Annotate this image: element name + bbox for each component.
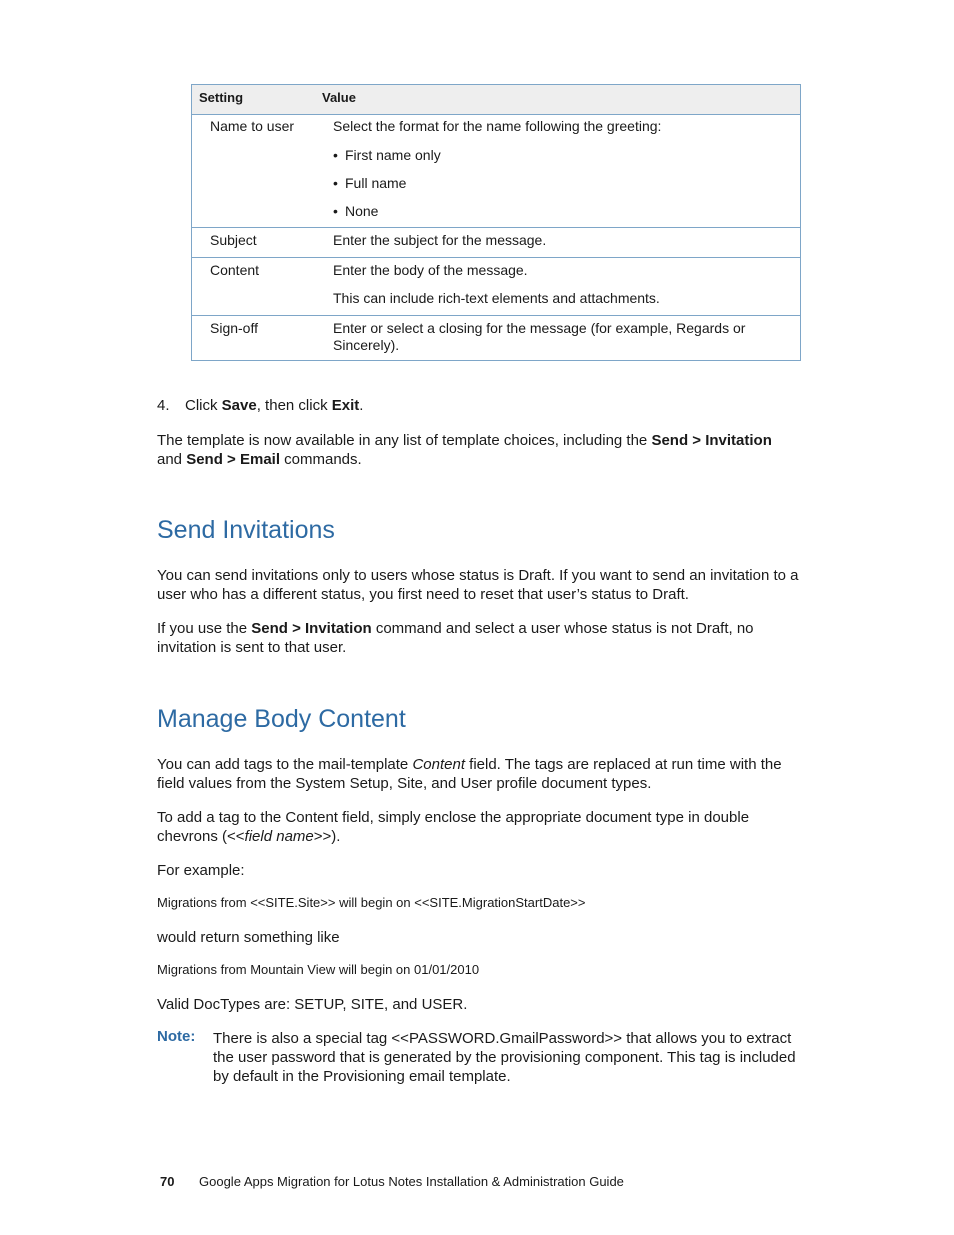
note-text: There is also a special tag <<PASSWORD.GmailPassword>> that allows you to extract the user password that is generated by the provisioning component. This tag is included by default in the Provisioning email template. — [213, 1030, 796, 1085]
template-paragraph — [157, 431, 802, 469]
note-label: Note: — [157, 1028, 196, 1045]
para-text: command and select a user whose status is not Draft, no invitation is sent to that user. — [157, 620, 754, 656]
bullet-icon: • — [333, 175, 338, 191]
step-text: , then click — [256, 397, 332, 414]
manage-body-p3: For example: — [157, 862, 245, 879]
bullet-icon: • — [333, 147, 338, 163]
footer-title: Google Apps Migration for Lotus Notes Installation & Administration Guide — [199, 1174, 624, 1189]
row-value-extra: This can include rich-text elements and attachments. — [333, 290, 660, 306]
step-text: Click — [185, 397, 222, 414]
row-value-cont: Sincerely). — [333, 337, 400, 353]
bullet-item: First name only — [345, 147, 441, 163]
row-value: Select the format for the name following the greeting: — [333, 118, 662, 134]
bullet-item: Full name — [345, 175, 407, 191]
manage-body-p4: would return something like — [157, 929, 340, 946]
bullet-item: None — [345, 203, 379, 219]
send-email-command: Send > Email — [186, 451, 280, 468]
field-name-em: field name — [244, 828, 314, 845]
para-text: commands. — [280, 451, 362, 468]
code-example-1: Migrations from <<SITE.Site>> will begin on <<SITE.MigrationStartDate>> — [157, 895, 586, 910]
para-text: To add a tag to the Content field, simply enclose the appropriate document type in double chevrons (<< — [157, 809, 750, 845]
send-invitations-p1: You can send invitations only to users whose status is Draft. If you want to send an invitation to a user who has a different status, you first need to reset that user’s status to Draft. — [157, 567, 799, 603]
manage-body-p5: Valid DocTypes are: SETUP, SITE, and USER. — [157, 996, 468, 1013]
para-text: field. The tags are replaced at run time with the field values from the System Setup, Site, and User profile document types. — [157, 756, 782, 792]
bullet-icon: • — [333, 203, 338, 219]
header-setting: Setting — [199, 90, 244, 105]
row-value: Enter or select a closing for the message (for example, Regards or — [333, 320, 746, 336]
row-setting: Content — [210, 262, 260, 278]
manage-body-p2 — [157, 808, 802, 846]
step-number: 4. — [157, 397, 170, 414]
row-setting: Name to user — [210, 118, 295, 134]
send-invitation-command: Send > Invitation — [651, 432, 772, 449]
send-invitation-command: Send > Invitation — [251, 620, 372, 637]
save-command: Save — [221, 397, 257, 414]
header-value: Value — [322, 90, 356, 105]
para-text: The template is now available in any list of template choices, including the — [157, 432, 652, 449]
para-text: You can add tags to the mail-template — [157, 756, 413, 773]
row-divider — [192, 227, 800, 228]
row-setting: Subject — [210, 232, 257, 248]
table-header — [192, 85, 800, 115]
step-4-text — [185, 396, 363, 415]
section-heading-manage-body-content: Manage Body Content — [157, 705, 406, 733]
settings-table — [191, 84, 801, 361]
section-heading-send-invitations: Send Invitations — [157, 516, 335, 544]
row-value: Enter the subject for the message. — [333, 232, 547, 248]
manage-body-p1 — [157, 755, 802, 793]
para-text: and — [157, 451, 187, 468]
page-number: 70 — [160, 1174, 175, 1189]
content-field-em: Content — [412, 756, 465, 773]
para-text: >>). — [313, 828, 341, 845]
step-4 — [157, 396, 170, 415]
exit-command: Exit — [331, 397, 360, 414]
step-text: . — [359, 397, 364, 414]
row-divider — [192, 315, 800, 316]
para-text: If you use the — [157, 620, 252, 637]
code-example-2: Migrations from Mountain View will begin on 01/01/2010 — [157, 962, 480, 977]
row-setting: Sign-off — [210, 320, 258, 336]
row-divider — [192, 257, 800, 258]
row-value: Enter the body of the message. — [333, 262, 528, 278]
send-invitations-p2 — [157, 619, 802, 657]
